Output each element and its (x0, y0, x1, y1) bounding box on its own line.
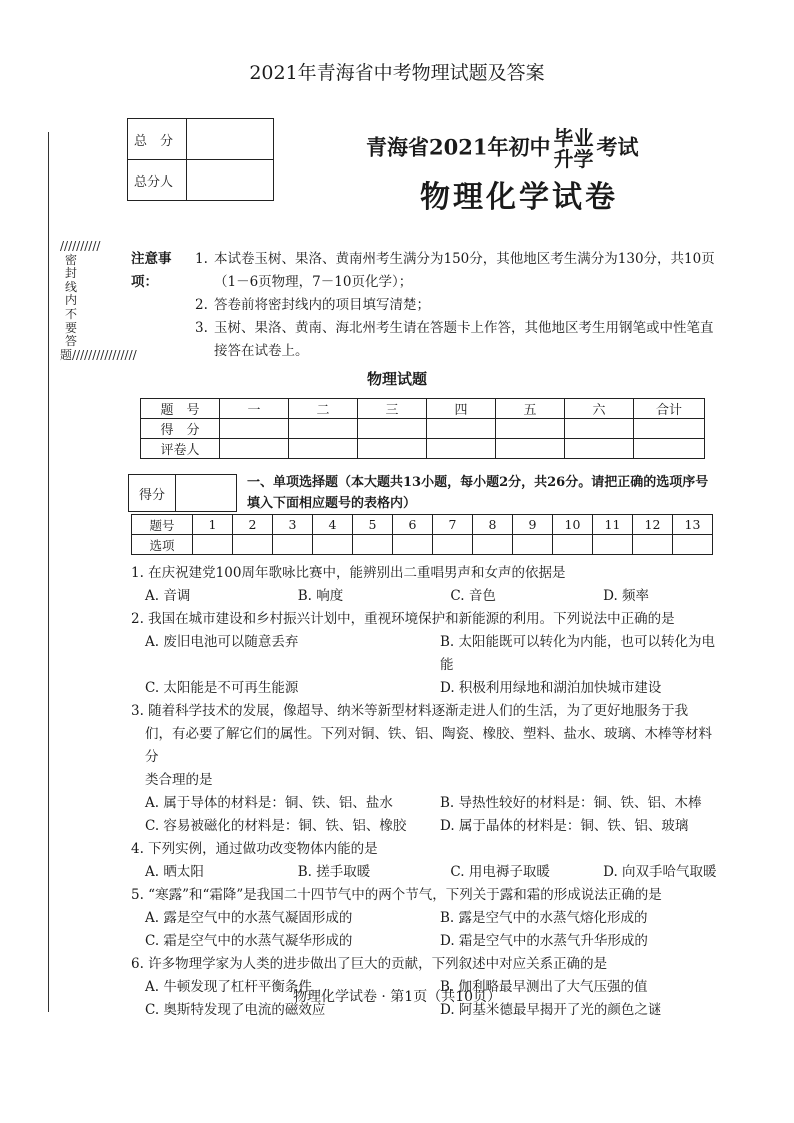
option: C. 太阳能是不可再生能源 (145, 680, 299, 696)
option: B. 太阳能既可以转化为内能，也可以转化为电能 (440, 634, 716, 673)
answer-choice-cell (433, 535, 473, 555)
option: D. 积极利用绿地和湖泊加快城市建设 (440, 680, 662, 696)
option: C. 奥斯特发现了电流的磁效应 (145, 1002, 326, 1018)
option: D. 属于晶体的材料是：铜、铁、铝、玻璃 (440, 818, 689, 834)
answer-choice-cell (273, 535, 313, 555)
answer-choice-cell (553, 535, 593, 555)
total-score-box (127, 118, 274, 201)
scorer-cell (187, 160, 274, 201)
answer-choice-cell (233, 535, 273, 555)
option: A. 音调 (145, 588, 191, 604)
option: B. 搓手取暖 (297, 864, 371, 880)
seal-text: //////////密封线内不要答题//////////////// (60, 239, 137, 362)
option: D. 频率 (603, 588, 650, 604)
answer-number-cell: 10 (553, 515, 593, 535)
answer-choice-cell (193, 535, 233, 555)
answer-number-cell: 11 (593, 515, 633, 535)
graduation-stack: 毕业 升学 (553, 126, 594, 171)
question-2: 2. 我国在城市建设和乡村振兴计划中，重视环境保护和新能源的利用。下列说法中正确的是 A. 废旧电池可以随意丢弃 B. 太阳能既可以转化为内能，也可以转化为电能 C. 太阳能是不可再生能源 D. 积极利用绿地和湖泊加快城市建设 (131, 608, 721, 700)
notice-block: 注意事项： 1. 本试卷玉树、果洛、黄南州考生满分为150分，其他地区考生满分为130分，共10页（1－6页物理，7－10页化学）； 2. 答卷前将密封线内的项目填写清楚； 3. 玉树、果洛、黄南、海北州考生请在答题卡上作答，其他地区考生用钢笔或中性笔直接答在试卷上。 (131, 248, 719, 363)
paper-name: 物理化学试卷 (420, 180, 618, 215)
notice-item: 本试卷玉树、果洛、黄南州考生满分为150分，其他地区考生满分为130分，共10页（1－6页物理，7－10页化学）； (214, 251, 715, 290)
option: C. 用电褥子取暖 (450, 864, 550, 880)
question-6: 6. 许多物理学家为人类的进步做出了巨大的贡献，下列叙述中对应关系正确的是 A. 牛顿发现了杠杆平衡条件 B. 伽利略最早测出了大气压强的值 C. 奥斯特发现了电流的磁效应 D. 阿基米德最早揭开了光的颜色之谜 (131, 953, 721, 1022)
question-3: 3. 随着科学技术的发展，像超导、纳米等新型材料逐渐走进人们的生活，为了更好地服务于我 们，有必要了解它们的属性。下列对铜、铁、铝、陶瓷、橡胶、塑料、盐水、玻璃、木棒等材料分 类合理的是 A. 属于导体的材料是：铜、铁、铝、盐水 B. 导热性较好的材料是：铜、铁、铝、木棒 C. 容易被磁化的材料是：铜、铁、铝、橡胶 D. 属于晶体的材料是：铜、铁、铝、玻璃 (131, 700, 721, 838)
answer-number-cell: 5 (353, 515, 393, 535)
option: C. 容易被磁化的材料是：铜、铁、铝、橡胶 (145, 818, 407, 834)
answer-number-cell: 13 (673, 515, 713, 535)
option: D. 向双手哈气取暖 (603, 864, 717, 880)
answer-choice-cell (313, 535, 353, 555)
answer-number-cell: 9 (513, 515, 553, 535)
option: D. 霜是空气中的水蒸气升华形成的 (440, 933, 648, 949)
section-score-box: 得分 (128, 474, 237, 512)
option: A. 废旧电池可以随意丢弃 (145, 634, 299, 650)
scorer-label: 总分人 (128, 160, 187, 201)
exam-heading: 青海省2021年初中 毕业 升学 考试 (366, 126, 639, 171)
answer-choice-cell (353, 535, 393, 555)
question-4: 4. 下列实例，通过做功改变物体内能的是 A. 晒太阳 B. 搓手取暖 C. 用电褥子取暖 D. 向双手哈气取暖 (131, 838, 721, 884)
answer-number-cell: 12 (633, 515, 673, 535)
answer-number-cell: 1 (193, 515, 233, 535)
document-title: 2021年青海省中考物理试题及答案 (249, 62, 545, 84)
question-1: 1. 在庆祝建党100周年歌咏比赛中，能辨别出二重唱男声和女声的依据是 A. 音调 B. 响度 C. 音色 D. 频率 (131, 562, 721, 608)
physics-title: 物理试题 (366, 370, 427, 388)
section-1-heading: 一、单项选择题（本大题共13小题，每小题2分，共26分。请把正确的选项序号填入下面相应题号的表格内） (247, 475, 709, 511)
answer-number-cell: 8 (473, 515, 513, 535)
answer-choice-cell (673, 535, 713, 555)
question-5: 5. “寒露”和“霜降”是我国二十四节气中的两个节气，下列关于露和霜的形成说法正确的是 A. 露是空气中的水蒸气凝固形成的 B. 露是空气中的水蒸气熔化形成的 C. 霜是空气中的水蒸气凝华形成的 D. 霜是空气中的水蒸气升华形成的 (131, 884, 721, 953)
answer-number-cell: 6 (393, 515, 433, 535)
option: A. 牛顿发现了杠杆平衡条件 (145, 979, 312, 995)
answer-choice-cell (593, 535, 633, 555)
notice-item: 玉树、果洛、黄南、海北州考生请在答题卡上作答，其他地区考生用钢笔或中性笔直接答在试卷上。 (214, 320, 714, 359)
answer-choice-cell (633, 535, 673, 555)
notice-head: 注意事项： (131, 251, 172, 290)
option: A. 露是空气中的水蒸气凝固形成的 (145, 910, 353, 926)
answer-number-cell: 3 (273, 515, 313, 535)
answer-number-cell: 2 (233, 515, 273, 535)
option: B. 响度 (297, 588, 344, 604)
answer-number-cell: 7 (433, 515, 473, 535)
seal-line (48, 132, 50, 1012)
notice-item: 答卷前将密封线内的项目填写清楚； (214, 297, 430, 313)
page-footer: 物理化学试卷 · 第1页（共10页） (292, 989, 502, 1005)
total-score-label: 总 分 (128, 119, 187, 160)
option: B. 伽利略最早测出了大气压强的值 (440, 979, 648, 995)
answer-choice-cell (513, 535, 553, 555)
option: A. 晒太阳 (145, 864, 204, 880)
score-table: 题 号 一 二 三 四 五 六 合计 得 分 评卷人 (140, 398, 705, 459)
option: D. 阿基米德最早揭开了光的颜色之谜 (440, 1002, 662, 1018)
total-score-cell (187, 119, 274, 160)
answer-table: 题号 1 2 3 4 5 6 7 8 9 10 11 12 13 选项 (131, 514, 713, 555)
option: C. 音色 (450, 588, 496, 604)
answer-choice-cell (393, 535, 433, 555)
questions (131, 562, 721, 1022)
option: C. 霜是空气中的水蒸气凝华形成的 (145, 933, 353, 949)
option: B. 导热性较好的材料是：铜、铁、铝、木棒 (440, 795, 702, 811)
option: A. 属于导体的材料是：铜、铁、铝、盐水 (145, 795, 393, 811)
answer-number-cell: 4 (313, 515, 353, 535)
answer-choice-cell (473, 535, 513, 555)
option: B. 露是空气中的水蒸气熔化形成的 (440, 910, 648, 926)
